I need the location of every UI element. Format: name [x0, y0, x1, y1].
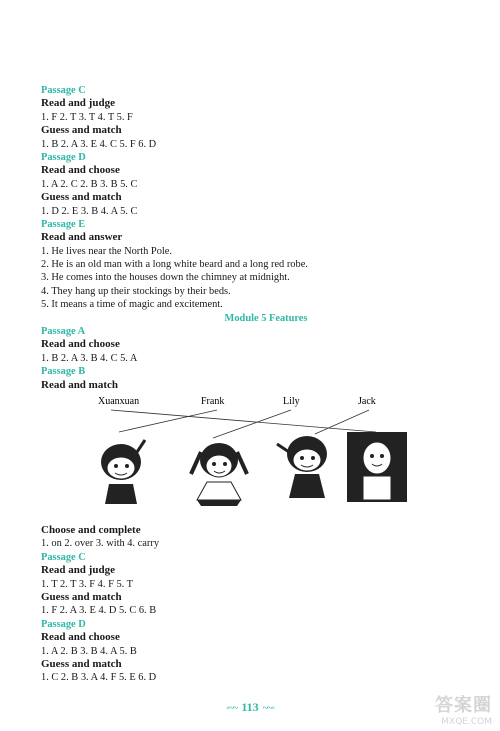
passage-label: Passage D — [41, 151, 86, 163]
footer-ornament-left-icon: ◦~~ — [225, 703, 238, 714]
answer-line: 1. He lives near the North Pole. — [41, 245, 173, 257]
exercise-heading: Read and choose — [41, 631, 120, 644]
name-label-xuanxuan: Xuanxuan — [98, 395, 140, 407]
name-label-jack: Jack — [358, 395, 376, 407]
watermark — [404, 691, 492, 727]
answer-line: 1. B 2. A 3. E 4. C 5. F 6. D — [41, 138, 157, 150]
match-line — [119, 410, 217, 432]
passage-label: Passage E — [41, 218, 86, 230]
exercise-heading: Read and choose — [41, 164, 120, 177]
footer-ornament-right-icon: ~~◦ — [262, 703, 275, 714]
answer-line: 1. A 2. B 3. B 4. A 5. B — [41, 645, 137, 657]
cartoon-child-2 — [191, 443, 247, 506]
watermark-logo: 答案圈 — [435, 695, 492, 716]
answer-line: 2. He is an old man with a long white beard and a long red robe. — [41, 259, 308, 271]
page-number: 113 — [241, 700, 259, 714]
answer-line: 5. It means a time of magic and excitement. — [41, 299, 223, 311]
module-5-answers — [41, 325, 461, 392]
cartoon-child-1 — [101, 440, 145, 504]
answer-line: 4. They hang up their stockings by their beds. — [41, 285, 231, 297]
name-label-frank: Frank — [201, 395, 225, 407]
answer-key — [41, 84, 461, 685]
answer-line: 1. B 2. A 3. B 4. C 5. A — [41, 352, 138, 364]
cartoon-child-4 — [347, 432, 407, 502]
module-5-answers-continued — [41, 524, 461, 685]
match-line — [111, 410, 376, 432]
exercise-heading: Read and judge — [41, 97, 115, 110]
passage-label: Passage C — [41, 551, 86, 563]
answer-line: 1. D 2. E 3. B 4. A 5. C — [41, 205, 138, 217]
match-illustration — [41, 392, 461, 524]
passage-label: Passage A — [41, 326, 86, 338]
answer-line: 1. F 2. T 3. T 4. T 5. F — [41, 111, 133, 123]
module-title: Module 5 Features — [224, 312, 308, 324]
answer-line: 1. on 2. over 3. with 4. carry — [41, 538, 160, 550]
exercise-heading: Read and judge — [41, 564, 115, 577]
exercise-heading: Guess and match — [41, 124, 122, 137]
watermark-url: MXQE.COM — [441, 717, 492, 727]
name-label-lily: Lily — [283, 395, 300, 407]
exercise-heading: Choose and complete — [41, 523, 141, 536]
answer-line: 1. F 2. A 3. E 4. D 5. C 6. B — [41, 605, 157, 617]
answer-line: 3. He comes into the houses down the chimney at midnight. — [41, 272, 290, 284]
answer-line: 1. A 2. C 2. B 3. B 5. C — [41, 178, 138, 190]
exercise-heading: Guess and match — [41, 657, 122, 670]
exercise-heading: Read and answer — [41, 231, 123, 244]
module-4-answers — [41, 84, 461, 312]
cartoon-child-3 — [277, 436, 327, 498]
passage-label: Passage C — [41, 85, 86, 96]
exercise-heading: Guess and match — [41, 191, 122, 204]
answer-line: 1. T 2. T 3. F 4. F 5. T — [41, 578, 134, 590]
exercise-heading: Read and match — [41, 378, 119, 391]
read-and-match-figure — [41, 392, 461, 524]
exercise-heading: Guess and match — [41, 590, 122, 603]
exercise-heading: Read and choose — [41, 338, 120, 351]
answer-line: 1. C 2. B 3. A 4. F 5. E 6. D — [41, 672, 157, 684]
passage-label: Passage D — [41, 618, 86, 630]
passage-label: Passage B — [41, 366, 86, 378]
